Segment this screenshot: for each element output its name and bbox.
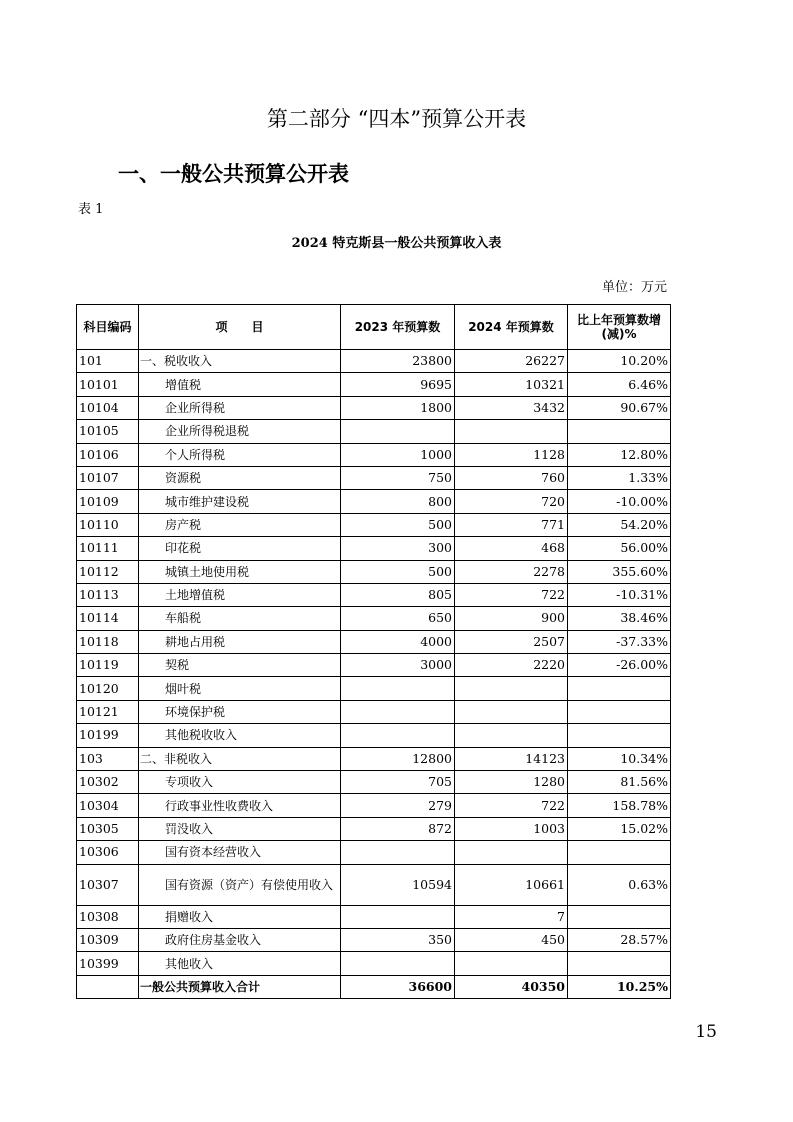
row-item: 土地增值税	[139, 583, 341, 606]
row-budget-2023: 12800	[341, 747, 455, 770]
row-change	[568, 905, 671, 928]
row-code: 10119	[77, 654, 139, 677]
table-row	[77, 794, 671, 817]
row-change: 355.60%	[568, 560, 671, 583]
row-budget-2024	[455, 677, 568, 700]
table-row	[77, 841, 671, 864]
table-header-row	[77, 305, 671, 350]
table-row	[77, 630, 671, 653]
header-budget-2024: 2024 年预算数	[455, 305, 568, 350]
table-row	[77, 466, 671, 489]
table-row	[77, 677, 671, 700]
row-code: 10107	[77, 466, 139, 489]
table-row	[77, 928, 671, 951]
row-code: 10304	[77, 794, 139, 817]
row-change: 12.80%	[568, 443, 671, 466]
table-row	[77, 952, 671, 975]
row-code: 10105	[77, 420, 139, 443]
row-change: 81.56%	[568, 771, 671, 794]
row-budget-2023: 500	[341, 513, 455, 536]
row-code: 10118	[77, 630, 139, 653]
row-budget-2024: 2507	[455, 630, 568, 653]
header-item: 项 目	[139, 305, 341, 350]
row-change: 54.20%	[568, 513, 671, 536]
row-code: 103	[77, 747, 139, 770]
row-budget-2024: 1280	[455, 771, 568, 794]
row-change: -37.33%	[568, 630, 671, 653]
row-budget-2024: 468	[455, 537, 568, 560]
row-change	[568, 952, 671, 975]
table-row	[77, 747, 671, 770]
section-title: 一、一般公共预算公开表	[118, 162, 349, 186]
table-row	[77, 396, 671, 419]
row-change: -10.31%	[568, 583, 671, 606]
row-budget-2024	[455, 724, 568, 747]
table-row	[77, 864, 671, 905]
row-item: 一般公共预算收入合计	[139, 975, 341, 998]
row-budget-2024: 771	[455, 513, 568, 536]
row-budget-2023: 750	[341, 466, 455, 489]
row-change: -10.00%	[568, 490, 671, 513]
row-budget-2023: 279	[341, 794, 455, 817]
row-budget-2024: 3432	[455, 396, 568, 419]
table-row	[77, 490, 671, 513]
row-change	[568, 677, 671, 700]
row-code: 10121	[77, 700, 139, 723]
table-label: 表 1	[78, 202, 104, 217]
row-budget-2023: 872	[341, 817, 455, 840]
header-code: 科目编码	[77, 305, 139, 350]
row-item: 契税	[139, 654, 341, 677]
row-budget-2023: 23800	[341, 350, 455, 373]
row-budget-2023: 805	[341, 583, 455, 606]
row-budget-2024: 2278	[455, 560, 568, 583]
row-budget-2024	[455, 841, 568, 864]
row-change: 10.25%	[568, 975, 671, 998]
row-code: 10307	[77, 864, 139, 905]
row-item: 资源税	[139, 466, 341, 489]
table-row	[77, 513, 671, 536]
header-budget-2023: 2023 年预算数	[341, 305, 455, 350]
row-item: 国有资源（资产）有偿使用收入	[139, 864, 341, 905]
row-item: 专项收入	[139, 771, 341, 794]
row-change: 90.67%	[568, 396, 671, 419]
row-item: 企业所得税退税	[139, 420, 341, 443]
row-budget-2023: 36600	[341, 975, 455, 998]
row-item: 罚没收入	[139, 817, 341, 840]
row-item: 房产税	[139, 513, 341, 536]
row-budget-2024	[455, 700, 568, 723]
row-item: 耕地占用税	[139, 630, 341, 653]
row-change: 10.34%	[568, 747, 671, 770]
row-budget-2023: 1800	[341, 396, 455, 419]
row-item: 企业所得税	[139, 396, 341, 419]
row-item: 一、税收收入	[139, 350, 341, 373]
row-budget-2023: 500	[341, 560, 455, 583]
row-change	[568, 700, 671, 723]
row-budget-2023: 705	[341, 771, 455, 794]
table-row	[77, 583, 671, 606]
page-number: 15	[695, 1022, 717, 1042]
row-code: 10112	[77, 560, 139, 583]
row-change: 158.78%	[568, 794, 671, 817]
table-row	[77, 537, 671, 560]
row-item: 烟叶税	[139, 677, 341, 700]
budget-table	[76, 304, 671, 999]
row-change: 28.57%	[568, 928, 671, 951]
row-budget-2024: 720	[455, 490, 568, 513]
row-budget-2023	[341, 677, 455, 700]
unit-label: 单位：万元	[601, 280, 667, 295]
row-budget-2024: 760	[455, 466, 568, 489]
row-budget-2024: 40350	[455, 975, 568, 998]
table-row	[77, 373, 671, 396]
row-item: 国有资本经营收入	[139, 841, 341, 864]
row-item: 增值税	[139, 373, 341, 396]
row-budget-2024: 722	[455, 583, 568, 606]
table-row	[77, 443, 671, 466]
table-body	[77, 350, 671, 999]
row-budget-2024	[455, 952, 568, 975]
row-code: 10110	[77, 513, 139, 536]
row-item: 个人所得税	[139, 443, 341, 466]
row-budget-2024: 14123	[455, 747, 568, 770]
row-item: 环境保护税	[139, 700, 341, 723]
row-code	[77, 975, 139, 998]
row-budget-2023: 650	[341, 607, 455, 630]
part-title: 第二部分 “四本”预算公开表	[266, 107, 527, 131]
table-total-row	[77, 975, 671, 998]
row-code: 10302	[77, 771, 139, 794]
row-budget-2024: 2220	[455, 654, 568, 677]
row-budget-2023	[341, 952, 455, 975]
row-code: 10306	[77, 841, 139, 864]
row-item: 其他税收收入	[139, 724, 341, 747]
row-budget-2024: 722	[455, 794, 568, 817]
row-change	[568, 841, 671, 864]
row-budget-2023	[341, 420, 455, 443]
row-change: 56.00%	[568, 537, 671, 560]
row-item: 城镇土地使用税	[139, 560, 341, 583]
table-row	[77, 560, 671, 583]
row-change	[568, 420, 671, 443]
row-budget-2023: 300	[341, 537, 455, 560]
row-budget-2024: 26227	[455, 350, 568, 373]
row-budget-2023	[341, 841, 455, 864]
row-code: 101	[77, 350, 139, 373]
row-budget-2023: 350	[341, 928, 455, 951]
row-change: 1.33%	[568, 466, 671, 489]
row-budget-2023	[341, 724, 455, 747]
row-code: 10399	[77, 952, 139, 975]
row-item: 城市维护建设税	[139, 490, 341, 513]
row-item: 行政事业性收费收入	[139, 794, 341, 817]
row-code: 10113	[77, 583, 139, 606]
row-change: 6.46%	[568, 373, 671, 396]
row-budget-2024: 1128	[455, 443, 568, 466]
row-code: 10101	[77, 373, 139, 396]
row-budget-2024	[455, 420, 568, 443]
row-item: 捐赠收入	[139, 905, 341, 928]
row-change: -26.00%	[568, 654, 671, 677]
row-budget-2024: 1003	[455, 817, 568, 840]
table-row	[77, 607, 671, 630]
row-budget-2023: 3000	[341, 654, 455, 677]
row-budget-2024: 450	[455, 928, 568, 951]
row-change	[568, 724, 671, 747]
table-row	[77, 724, 671, 747]
row-change: 0.63%	[568, 864, 671, 905]
row-item: 其他收入	[139, 952, 341, 975]
row-budget-2023	[341, 700, 455, 723]
row-code: 10106	[77, 443, 139, 466]
row-item: 印花税	[139, 537, 341, 560]
row-code: 10305	[77, 817, 139, 840]
row-budget-2023: 4000	[341, 630, 455, 653]
row-item: 政府住房基金收入	[139, 928, 341, 951]
row-item: 车船税	[139, 607, 341, 630]
table-row	[77, 817, 671, 840]
row-code: 10199	[77, 724, 139, 747]
row-code: 10111	[77, 537, 139, 560]
row-budget-2023: 1000	[341, 443, 455, 466]
row-budget-2024: 10321	[455, 373, 568, 396]
row-code: 10309	[77, 928, 139, 951]
row-budget-2024: 10661	[455, 864, 568, 905]
table-row	[77, 771, 671, 794]
table-row	[77, 420, 671, 443]
row-budget-2023: 10594	[341, 864, 455, 905]
row-change: 38.46%	[568, 607, 671, 630]
row-code: 10104	[77, 396, 139, 419]
row-code: 10308	[77, 905, 139, 928]
row-code: 10109	[77, 490, 139, 513]
table-title: 2024 特克斯县一般公共预算收入表	[291, 236, 502, 251]
row-budget-2023: 800	[341, 490, 455, 513]
table-row	[77, 905, 671, 928]
row-budget-2024: 7	[455, 905, 568, 928]
row-budget-2023: 9695	[341, 373, 455, 396]
row-change: 10.20%	[568, 350, 671, 373]
row-code: 10120	[77, 677, 139, 700]
header-change: 比上年预算数增(减)%	[568, 305, 671, 350]
row-change: 15.02%	[568, 817, 671, 840]
row-budget-2024: 900	[455, 607, 568, 630]
table-row	[77, 350, 671, 373]
table-row	[77, 654, 671, 677]
table-row	[77, 700, 671, 723]
row-item: 二、非税收入	[139, 747, 341, 770]
row-budget-2023	[341, 905, 455, 928]
row-code: 10114	[77, 607, 139, 630]
